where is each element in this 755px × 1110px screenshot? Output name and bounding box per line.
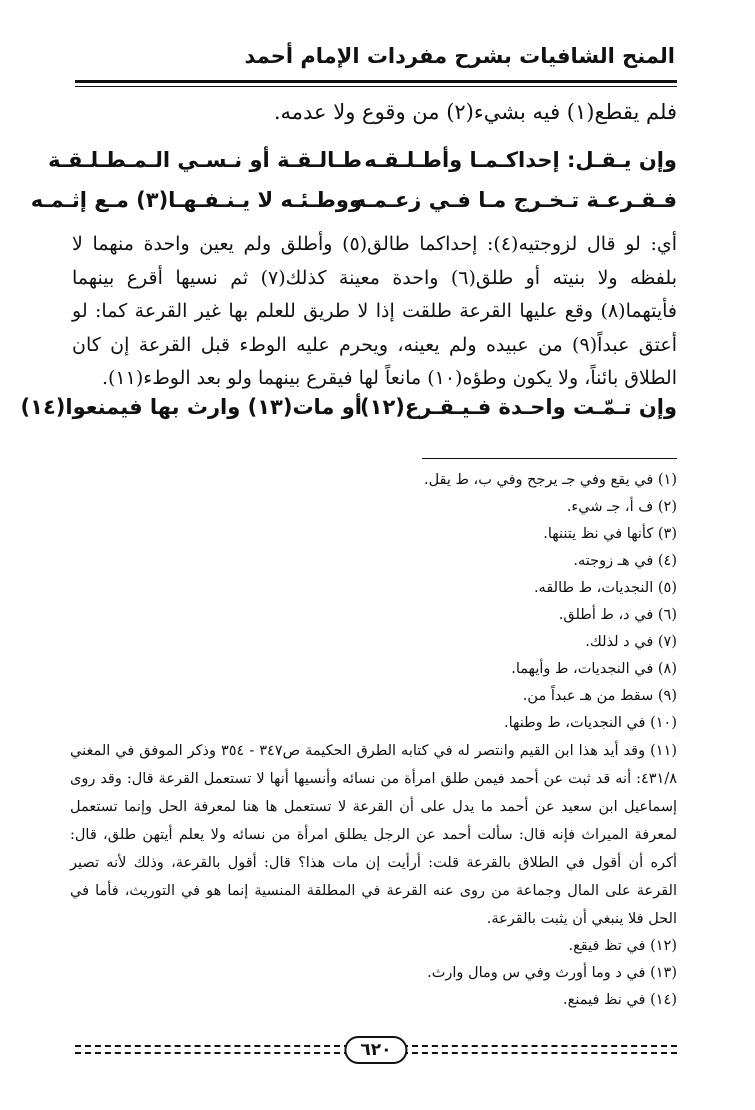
- verse-line: [30, 188, 677, 224]
- footnote: (٩) سقط من هـ عبداً من.: [522, 688, 677, 704]
- running-header: المنح الشافيات بشرح مفردات الإمام أحمد: [244, 44, 675, 68]
- footnote: (٦) في د، ط أطلق.: [558, 607, 677, 623]
- footnote: (١٠) في النجديات، ط وطنها.: [504, 715, 677, 731]
- verse-line: [20, 395, 677, 431]
- footnote: (١٣) في د وما أورث وفي س ومال وارث.: [427, 965, 677, 981]
- footnote: (٢) ف أ، جـ شيء.: [566, 499, 677, 515]
- footnote: (١) في يقع وفي جـ يرجح وفي ب، ط يقل.: [423, 472, 677, 488]
- footer-ornament-right: [402, 1045, 677, 1054]
- verse-second-hemistich: ووطـئـه لا يـنـفـهـا(٣) مـع إثـمـه: [30, 188, 362, 212]
- footnote: (١٢) في تظ فيقع.: [568, 938, 677, 954]
- footnote: (٧) في د لذلك.: [585, 634, 677, 650]
- verse-second-hemistich: أو مات(١٣) وارث بها فيمنعوا(١٤): [20, 395, 362, 419]
- verse-first-hemistich: فـقـرعـة تـخـرج مـا فـي زعـمـه: [353, 188, 677, 212]
- footnote: (٨) في النجديات، ط وأيهما.: [511, 661, 677, 677]
- footnotes-list: [70, 467, 677, 1014]
- verse-first-hemistich: وإن تـمّـت واحـدة فـيـقـرع(١٢): [360, 395, 677, 419]
- footnote: (١٤) في نظ فيمنع.: [563, 992, 677, 1008]
- commentary-paragraph: أي: لو قال لزوجتيه(٤): إحداكما طالق(٥) وأطلق ولم يعين واحدة منهما لا بلفظه ولا بنيته أو طلق(٦) واحدة معينة كذلك(٧) ثم نسيها أقرع بينهما فأيتهما(٨) وقع عليها القرعة طلقت إذا لا طريق للعلم بها غير القرعة كما: لو أعتق عبداً(٩) من عبيده ولم يعينه، ويحرم عليه الوطء قبل القرعة إن كان الطلاق بائناً، ولا يكون وطؤه(١٠) مانعاً لها فيقرع بينهما ولو بعد الوطء(١١).: [72, 233, 677, 389]
- intro-line: فلم يقطع(١) فيه بشيء(٢) من وقوع ولا عدمه.: [273, 100, 677, 124]
- verse-first-hemistich: وإن يـقـل: إحداكـمـا وأطـلـقـه: [364, 148, 677, 172]
- footnote: (٤) في هـ زوجته.: [573, 553, 677, 569]
- footnote: (١١) وقد أيد هذا ابن القيم وانتصر له في كتابه الطرق الحكيمة ص٣٤٧ - ٣٥٤ وذكر الموفق في المغني ٤٣١/٨: أنه قد ثبت عن أحمد فيمن طلق امرأة من نسائه وأنسيها أنها لا تستعمل القرعة قال: وقد روى إسماعيل ابن سعيد عن أحمد ما يدل على أن القرعة لا تستعمل ها هنا لمعرفة الحل وإنما تستعمل لمعرفة الميراث فإنه قال: سألت أحمد عن الرجل يطلق امرأة من نسائه ولا يعلم أيتهن طلق، قال: أكره أن أقول في الطلاق بالقرعة قلت: أرأيت إن مات هذا؟ قال: أقول بالقرعة، وذلك لأنه تصير القرعة على المال وجماعة من روى عنه القرعة في المطلقة المنسية إنما هو في التوريث، فأما في الحل فلا ينبغي أن يثبت بالقرعة.: [70, 743, 677, 927]
- footer-ornament-left: [75, 1045, 350, 1054]
- page-footer: [75, 1040, 677, 1070]
- verse-second-hemistich: طـالـقـة أو نـسـي الـمـطـلـقـة: [48, 148, 362, 172]
- page-number: ٦٢٠: [344, 1036, 407, 1064]
- footnote: (٣) كأنها في نظ يتننها.: [543, 526, 677, 542]
- header-rule-thin: [75, 86, 677, 87]
- header-rule-thick: [75, 80, 677, 83]
- footnote-separator: [422, 458, 677, 459]
- footnote: (٥) النجديات، ط طالقه.: [533, 580, 677, 596]
- verse-line: [48, 148, 677, 184]
